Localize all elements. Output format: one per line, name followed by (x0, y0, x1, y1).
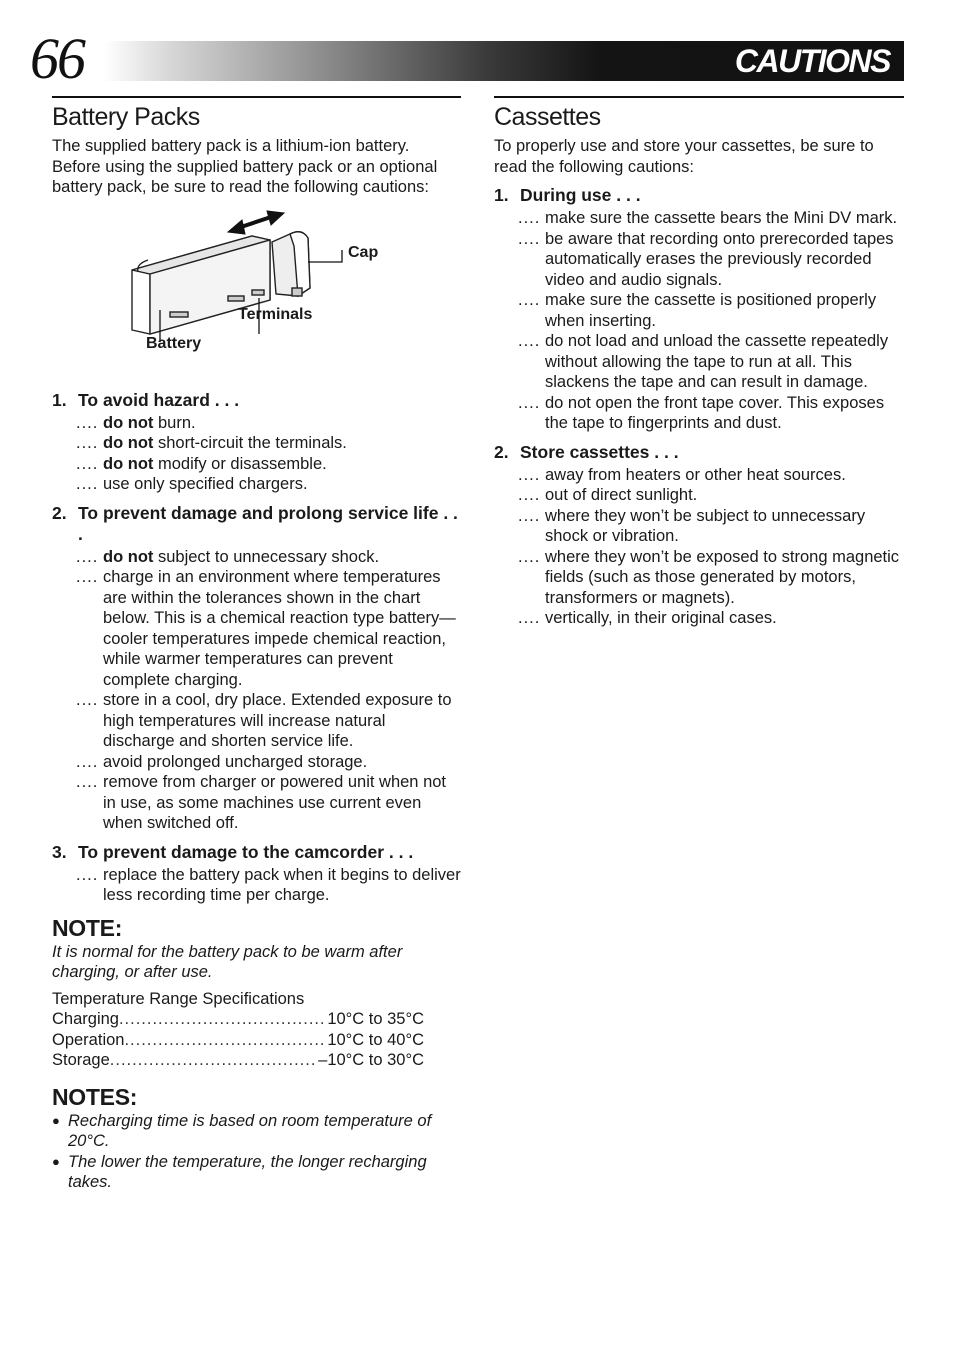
list-item (494, 290, 904, 331)
caution-number: 2. (494, 441, 509, 462)
item-text: use only specified chargers. (103, 475, 308, 493)
spec-label: Storage (52, 1051, 110, 1069)
list-item-text (103, 474, 308, 495)
leader-dots: .... (518, 547, 541, 566)
leader-dots: .... (76, 865, 99, 884)
note-item-text: The lower the temperature, the longer recharging takes. (68, 1152, 427, 1191)
caution-number: 1. (494, 185, 509, 205)
list-item-text: make sure the cassette is positioned properly when inserting. (545, 291, 877, 330)
list-item (494, 208, 904, 229)
section-rule (52, 96, 461, 98)
header-title: CAUTIONS (734, 43, 890, 79)
spec-label: Operation (52, 1030, 125, 1049)
list-item (494, 485, 904, 506)
spec-title: Temperature Range Specifications (52, 989, 305, 1008)
leader-dots: .... (518, 609, 541, 627)
leader-dots: .... (76, 691, 99, 709)
cassettes-section (494, 96, 904, 629)
leader-dots: .... (76, 568, 99, 586)
list-item (494, 608, 904, 629)
note-text: It is normal for the battery pack to be warm after charging, or after use. (52, 942, 403, 981)
spec-row (52, 1050, 424, 1071)
leader-dots: .... (518, 465, 541, 484)
item-text: charge in an environment where temperatures are within the tolerances shown in the chart below. This is a chemical reaction type battery—cooler temperatures impede chemical reaction, while warmer temperatures can prevent complete charging. (103, 568, 456, 689)
caution-heading (52, 842, 461, 863)
notes-list (52, 1111, 461, 1193)
item-text: store in a cool, dry place. Extended exposure to high temperatures will increase natural discharge and shorten service life. (103, 691, 452, 750)
battery-intro: The supplied battery pack is a lithium-ion battery. Before using the supplied battery pack or an optional battery pack, be sure to read the following cautions: (52, 137, 438, 196)
caution-number: 1. (52, 389, 67, 410)
leader-dots: .... (76, 413, 99, 432)
leader-dots: .... (518, 486, 541, 504)
leader-dots: .... (518, 229, 541, 248)
notes-heading: NOTES: (52, 1083, 138, 1110)
list-item (494, 229, 904, 291)
leader-dots: .... (76, 475, 99, 493)
list-item-text (103, 690, 461, 752)
list-item (52, 752, 461, 773)
list-item (494, 465, 904, 486)
leader-dots (119, 1009, 323, 1030)
bullet-icon: ● (52, 1112, 60, 1128)
leader-dots: .... (76, 434, 99, 452)
list-item (52, 690, 461, 752)
list-item-text (103, 772, 461, 834)
battery-drawing (52, 202, 461, 382)
caution-number: 2. (52, 502, 67, 523)
list-item (52, 1111, 461, 1152)
leader-dots (110, 1050, 314, 1071)
item-text: modify or disassemble. (153, 454, 327, 473)
emphasis-text: do not (103, 547, 154, 566)
caution-heading (52, 503, 461, 545)
list-item (52, 1152, 461, 1193)
emphasis-text: do not (103, 413, 154, 432)
list-item (494, 547, 904, 609)
note-item-text: Recharging time is based on room temperature of 20°C. (68, 1111, 432, 1150)
leader-dots: .... (518, 393, 541, 412)
spec-value: 10°C to 35°C (327, 1010, 424, 1028)
bullet-icon: ● (52, 1153, 60, 1169)
battery-label: Battery (146, 334, 202, 352)
cassettes-intro: To properly use and store your cassettes, be sure to read the following cautions: (494, 137, 874, 176)
emphasis-text: do not (103, 454, 154, 473)
list-item-text (103, 547, 379, 568)
spec-row (52, 1030, 424, 1051)
item-text: subject to unnecessary shock. (153, 547, 380, 566)
page-number: 66 (30, 26, 84, 91)
leader-dots: .... (76, 547, 99, 566)
list-item-text: do not open the front tape cover. This exposes the tape to fingerprints and dust. (545, 393, 885, 432)
leader-dots: .... (76, 454, 99, 473)
leader-dots: .... (518, 209, 541, 227)
leader-dots: .... (76, 773, 99, 791)
leader-dots: .... (76, 752, 99, 771)
list-item (52, 772, 461, 834)
leader-dots: .... (518, 506, 541, 525)
note-heading: NOTE: (52, 914, 123, 941)
section-rule (494, 96, 904, 98)
list-item-text (103, 413, 196, 434)
item-text: short-circuit the terminals. (153, 434, 347, 452)
caution-heading-text: During use . . . (520, 185, 641, 205)
caution-heading (52, 390, 461, 411)
list-item (52, 454, 461, 475)
cassette-cautions (494, 185, 904, 629)
caution-number: 3. (52, 841, 67, 862)
item-text: remove from charger or powered unit when not in use, as some machines use current even when switched off. (103, 773, 447, 832)
item-text: avoid prolonged uncharged storage. (103, 752, 368, 771)
spec-row (52, 1009, 424, 1030)
list-item-text: away from heaters or other heat sources. (545, 465, 846, 484)
item-text: burn. (153, 413, 196, 432)
terminals-label: Terminals (238, 305, 313, 323)
list-item-text (103, 454, 327, 475)
list-item (52, 474, 461, 495)
list-item (52, 865, 461, 906)
list-item-text (103, 567, 461, 690)
list-item-text (103, 433, 347, 454)
list-item-text: make sure the cassette bears the Mini DV mark. (545, 209, 898, 227)
list-item (52, 547, 461, 568)
caution-heading (494, 442, 904, 463)
caution-heading-text: To prevent damage to the camcorder . . . (78, 841, 414, 862)
leader-dots: .... (518, 291, 541, 309)
caution-heading (494, 185, 904, 206)
spec-table (52, 1009, 461, 1071)
battery-title: Battery Packs (52, 103, 200, 131)
spec-value: 10°C to 40°C (327, 1030, 424, 1049)
list-item-text: be aware that recording onto prerecorded tapes automatically erases the previously recorded video and audio signals. (545, 229, 894, 289)
leader-dots (124, 1030, 323, 1051)
list-item-text (103, 752, 367, 773)
list-item (494, 393, 904, 434)
caution-heading-text: To avoid hazard . . . (78, 389, 240, 410)
list-item-text: do not load and unload the cassette repeatedly without allowing the tape to run at all. This slackens the tape and can result in damage. (545, 332, 889, 391)
list-item (52, 567, 461, 690)
item-text: replace the battery pack when it begins to deliver less recording time per charge. (103, 865, 461, 904)
spec-value: –10°C to 30°C (318, 1051, 424, 1069)
list-item (494, 331, 904, 393)
spec-label: Charging (52, 1010, 119, 1028)
cassettes-title: Cassettes (494, 103, 601, 131)
list-item-text: where they won’t be exposed to strong magnetic fields (such as those generated by motors, transformers or magnets). (545, 547, 900, 607)
caution-heading-text: Store cassettes . . . (520, 441, 679, 462)
emphasis-text: do not (103, 434, 154, 452)
list-item (52, 433, 461, 454)
battery-section (52, 96, 461, 1193)
list-item (52, 413, 461, 434)
list-item-text: vertically, in their original cases. (545, 609, 777, 627)
leader-dots: .... (518, 332, 541, 350)
header-bar (104, 41, 904, 81)
cap-icon (272, 231, 310, 295)
list-item (494, 506, 904, 547)
battery-cautions (52, 390, 461, 906)
list-item-text: where they won’t be subject to unnecessary shock or vibration. (545, 506, 866, 545)
list-item-text (103, 865, 461, 906)
list-item-text: out of direct sunlight. (545, 486, 698, 504)
double-arrow-icon (228, 211, 284, 234)
battery-illustration (52, 202, 461, 382)
caution-heading-text: To prevent damage and prolong service life . . . (78, 502, 458, 544)
cap-label: Cap (348, 243, 379, 261)
